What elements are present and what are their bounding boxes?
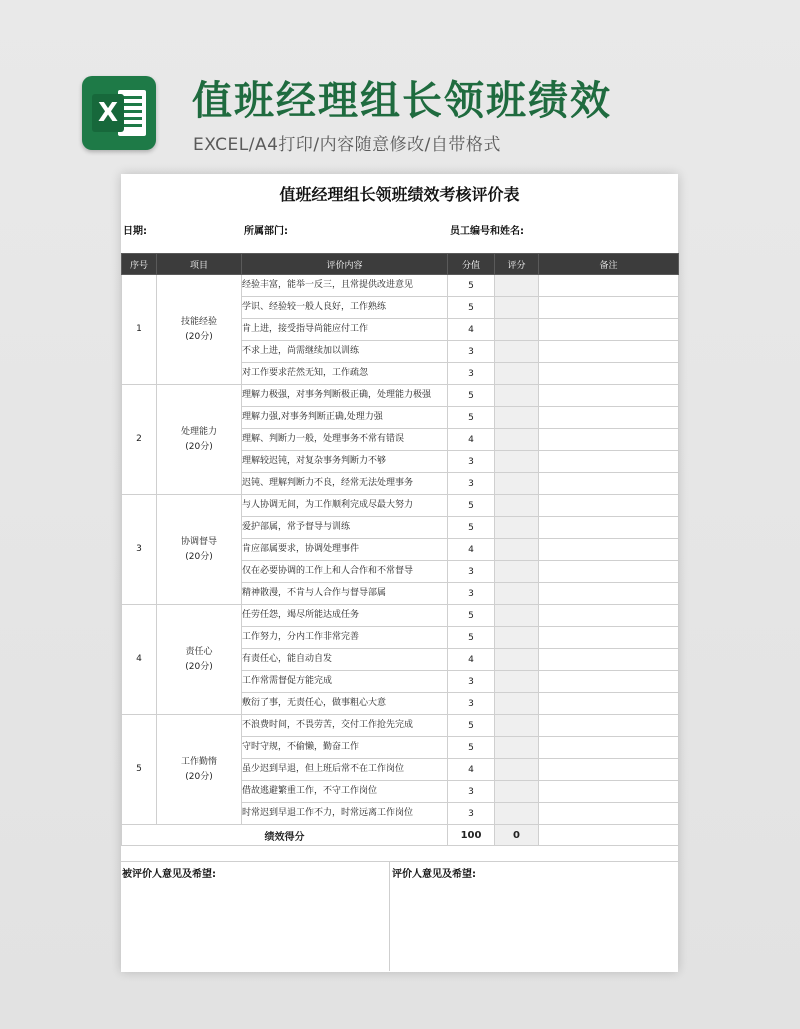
criteria-text: 时常迟到早退工作不力，时常远离工作岗位	[242, 803, 448, 825]
score-value: 5	[448, 385, 495, 407]
rating-cell[interactable]	[495, 451, 539, 473]
remark-cell[interactable]	[539, 781, 679, 803]
item-weight: (20分)	[185, 661, 213, 672]
total-label: 绩效得分	[122, 825, 448, 846]
col-header: 项目	[157, 254, 242, 275]
rating-cell[interactable]	[495, 385, 539, 407]
section-number: 2	[122, 385, 157, 495]
criteria-text: 与人协调无间，为工作顺利完成尽最大努力	[242, 495, 448, 517]
department-label: 所属部门:	[244, 226, 288, 237]
evaluation-table	[121, 253, 679, 846]
remark-cell[interactable]	[539, 297, 679, 319]
item-weight: (20分)	[185, 331, 213, 342]
remark-cell[interactable]	[539, 627, 679, 649]
item-name: 处理能力	[180, 426, 217, 437]
remark-cell[interactable]	[539, 275, 679, 297]
table-header-row	[122, 254, 679, 275]
rating-cell[interactable]	[495, 495, 539, 517]
item-weight: (20分)	[185, 771, 213, 782]
rating-cell[interactable]	[495, 407, 539, 429]
score-value: 3	[448, 341, 495, 363]
score-value: 5	[448, 407, 495, 429]
table-row	[122, 605, 679, 627]
remark-cell[interactable]	[539, 561, 679, 583]
rating-cell[interactable]	[495, 429, 539, 451]
score-value: 5	[448, 517, 495, 539]
criteria-text: 精神散漫，不肯与人合作与督导部属	[242, 583, 448, 605]
score-value: 3	[448, 803, 495, 825]
item-name: 责任心	[185, 646, 213, 657]
criteria-text: 敷衍了事，无责任心，做事粗心大意	[242, 693, 448, 715]
criteria-text: 迟钝、理解判断力不良，经常无法处理事务	[242, 473, 448, 495]
criteria-text: 借故逃避繁重工作，不守工作岗位	[242, 781, 448, 803]
employee-label: 员工编号和姓名:	[450, 226, 524, 237]
criteria-text: 理解力强,对事务判断正确,处理力强	[242, 407, 448, 429]
score-value: 4	[448, 649, 495, 671]
score-value: 5	[448, 737, 495, 759]
page-header	[0, 0, 800, 170]
col-header: 评价内容	[242, 254, 448, 275]
table-body	[122, 275, 679, 825]
rating-cell[interactable]	[495, 737, 539, 759]
remark-cell[interactable]	[539, 583, 679, 605]
score-value: 5	[448, 275, 495, 297]
criteria-text: 虽少迟到早退，但上班后常不在工作岗位	[242, 759, 448, 781]
remark-cell[interactable]	[539, 319, 679, 341]
score-value: 5	[448, 495, 495, 517]
criteria-text: 肯应部属要求，协调处理事件	[242, 539, 448, 561]
score-value: 5	[448, 297, 495, 319]
section-item	[157, 275, 242, 385]
col-header: 分值	[448, 254, 495, 275]
evaluator-opinion-label: 评价人意见及希望:	[392, 869, 476, 880]
col-header: 备注	[539, 254, 679, 275]
criteria-text: 任劳任怨，竭尽所能达成任务	[242, 605, 448, 627]
criteria-text: 仅在必要协调的工作上和人合作和不常督导	[242, 561, 448, 583]
criteria-text: 不求上进，尚需继续加以训练	[242, 341, 448, 363]
score-value: 4	[448, 539, 495, 561]
score-value: 4	[448, 429, 495, 451]
criteria-text: 理解、判断力一般，处理事务不常有错误	[242, 429, 448, 451]
criteria-text: 理解较迟钝，对复杂事务判断力不够	[242, 451, 448, 473]
score-value: 3	[448, 693, 495, 715]
score-value: 3	[448, 781, 495, 803]
section-number: 3	[122, 495, 157, 605]
evaluator-opinion-box[interactable]	[390, 861, 678, 971]
remark-cell[interactable]	[539, 605, 679, 627]
remark-cell[interactable]	[539, 385, 679, 407]
remark-cell[interactable]	[539, 495, 679, 517]
criteria-text: 工作努力，分内工作非常完善	[242, 627, 448, 649]
item-weight: (20分)	[185, 441, 213, 452]
rating-cell[interactable]	[495, 473, 539, 495]
table-row	[122, 385, 679, 407]
item-name: 技能经验	[180, 316, 217, 327]
section-item	[157, 605, 242, 715]
rating-cell[interactable]	[495, 297, 539, 319]
score-value: 4	[448, 319, 495, 341]
criteria-text: 对工作要求茫然无知，工作疏忽	[242, 363, 448, 385]
section-number: 5	[122, 715, 157, 825]
evaluatee-opinion-box[interactable]	[121, 861, 390, 971]
remark-cell[interactable]	[539, 517, 679, 539]
rating-cell[interactable]	[495, 275, 539, 297]
table-row	[122, 495, 679, 517]
remark-cell[interactable]	[539, 671, 679, 693]
score-value: 3	[448, 583, 495, 605]
remark-cell[interactable]	[539, 341, 679, 363]
criteria-text: 经验丰富，能举一反三，且常提供改进意见	[242, 275, 448, 297]
spacer-row	[121, 843, 678, 862]
criteria-text: 有责任心，能自动自发	[242, 649, 448, 671]
item-name: 协调督导	[180, 536, 217, 547]
remark-cell[interactable]	[539, 737, 679, 759]
rating-cell[interactable]	[495, 517, 539, 539]
criteria-text: 工作常需督促方能完成	[242, 671, 448, 693]
evaluatee-opinion-label: 被评价人意见及希望:	[122, 869, 216, 880]
remark-cell[interactable]	[539, 473, 679, 495]
col-header: 评分	[495, 254, 539, 275]
rating-cell[interactable]	[495, 319, 539, 341]
date-label: 日期:	[123, 226, 147, 237]
logo-letter: X	[92, 94, 124, 132]
score-value: 3	[448, 473, 495, 495]
remark-cell[interactable]	[539, 363, 679, 385]
remark-cell[interactable]	[539, 693, 679, 715]
criteria-text: 理解力极强，对事务判断极正确，处理能力极强	[242, 385, 448, 407]
score-value: 5	[448, 627, 495, 649]
rating-cell[interactable]	[495, 583, 539, 605]
score-value: 4	[448, 759, 495, 781]
sheet-title: 值班经理组长领班绩效考核评价表	[279, 185, 520, 204]
rating-cell[interactable]	[495, 803, 539, 825]
table-row	[122, 275, 679, 297]
rating-cell[interactable]	[495, 671, 539, 693]
item-name: 工作勤惰	[180, 756, 217, 767]
table-row	[122, 715, 679, 737]
rating-cell[interactable]	[495, 781, 539, 803]
rating-cell[interactable]	[495, 627, 539, 649]
rating-cell[interactable]	[495, 605, 539, 627]
remark-cell[interactable]	[539, 803, 679, 825]
criteria-text: 肯上进，接受指导尚能应付工作	[242, 319, 448, 341]
remark-cell[interactable]	[539, 539, 679, 561]
score-value: 5	[448, 605, 495, 627]
total-rating[interactable]: 0	[495, 825, 539, 846]
criteria-text: 守时守规，不偷懒，勤奋工作	[242, 737, 448, 759]
criteria-text: 爱护部属，常予督导与训练	[242, 517, 448, 539]
subtitle: EXCEL/A4打印/内容随意修改/自带格式	[193, 135, 501, 155]
score-value: 5	[448, 715, 495, 737]
rating-cell[interactable]	[495, 539, 539, 561]
score-value: 3	[448, 363, 495, 385]
remark-cell[interactable]	[539, 407, 679, 429]
rating-cell[interactable]	[495, 649, 539, 671]
score-value: 3	[448, 671, 495, 693]
rating-cell[interactable]	[495, 341, 539, 363]
section-item	[157, 385, 242, 495]
remark-cell[interactable]	[539, 715, 679, 737]
rating-cell[interactable]	[495, 561, 539, 583]
score-value: 3	[448, 451, 495, 473]
score-value: 3	[448, 561, 495, 583]
section-number: 4	[122, 605, 157, 715]
remark-cell[interactable]	[539, 759, 679, 781]
rating-cell[interactable]	[495, 759, 539, 781]
rating-cell[interactable]	[495, 715, 539, 737]
main-title: 值班经理组长领班绩效	[192, 78, 612, 124]
section-number: 1	[122, 275, 157, 385]
col-header: 序号	[122, 254, 157, 275]
criteria-text: 不浪费时间，不畏劳苦，交付工作抢先完成	[242, 715, 448, 737]
section-item	[157, 495, 242, 605]
remark-cell[interactable]	[539, 429, 679, 451]
remark-cell[interactable]	[539, 451, 679, 473]
excel-logo-icon	[82, 76, 156, 150]
total-score: 100	[448, 825, 495, 846]
criteria-text: 学识、经验较一般人良好，工作熟练	[242, 297, 448, 319]
section-item	[157, 715, 242, 825]
item-weight: (20分)	[185, 551, 213, 562]
remark-cell[interactable]	[539, 649, 679, 671]
evaluation-sheet	[121, 174, 678, 972]
rating-cell[interactable]	[495, 363, 539, 385]
rating-cell[interactable]	[495, 693, 539, 715]
